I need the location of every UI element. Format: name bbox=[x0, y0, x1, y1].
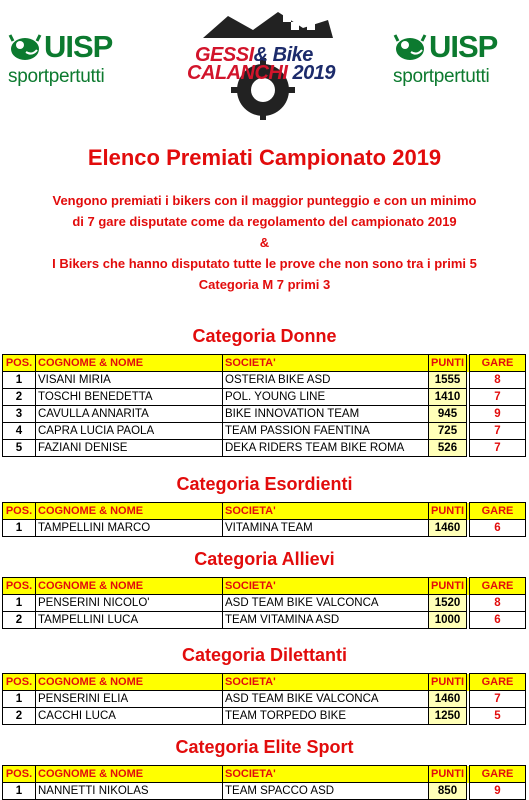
header-team: SOCIETA' bbox=[223, 355, 429, 372]
header-pos: POS. bbox=[3, 503, 36, 520]
row-gare: 7 bbox=[470, 389, 526, 406]
row-team: TEAM PASSION FAENTINA bbox=[223, 423, 429, 440]
row-punti: 1410 bbox=[429, 389, 467, 406]
row-team: POL. YOUNG LINE bbox=[223, 389, 429, 406]
row-pos: 1 bbox=[3, 372, 36, 389]
row-team: OSTERIA BIKE ASD bbox=[223, 372, 429, 389]
header-punti: PUNTI bbox=[429, 355, 467, 372]
row-punti: 1250 bbox=[429, 708, 467, 725]
header-name: COGNOME & NOME bbox=[36, 674, 223, 691]
results-table bbox=[2, 765, 526, 800]
header-gare: GARE bbox=[470, 578, 526, 595]
header-pos: POS. bbox=[3, 355, 36, 372]
page-title: Elenco Premiati Campionato 2019 bbox=[87, 145, 442, 170]
intro-text bbox=[0, 190, 529, 295]
row-punti: 850 bbox=[429, 783, 467, 800]
row-name: PENSERINI ELIA bbox=[36, 691, 223, 708]
header-team: SOCIETA' bbox=[223, 674, 429, 691]
row-team: TEAM SPACCO ASD bbox=[223, 783, 429, 800]
table-header-row bbox=[3, 503, 526, 520]
gessi-calanchi-logo bbox=[183, 8, 343, 120]
row-name: CAVULLA ANNARITA bbox=[36, 406, 223, 423]
row-gare: 9 bbox=[470, 783, 526, 800]
header-name: COGNOME & NOME bbox=[36, 355, 223, 372]
header-team: SOCIETA' bbox=[223, 578, 429, 595]
row-punti: 1520 bbox=[429, 595, 467, 612]
uisp-logo-left bbox=[8, 30, 138, 92]
row-name: PENSERINI NICOLO' bbox=[36, 595, 223, 612]
row-name: CAPRA LUCIA PAOLA bbox=[36, 423, 223, 440]
header-name: COGNOME & NOME bbox=[36, 578, 223, 595]
header-name: COGNOME & NOME bbox=[36, 766, 223, 783]
row-gare: 7 bbox=[470, 440, 526, 457]
header-team: SOCIETA' bbox=[223, 503, 429, 520]
uisp-logo-right bbox=[393, 30, 523, 92]
row-gare: 7 bbox=[470, 423, 526, 440]
header-punti: PUNTI bbox=[429, 578, 467, 595]
category-title: Categoria Esordienti bbox=[176, 474, 353, 494]
row-gare: 9 bbox=[470, 406, 526, 423]
row-pos: 2 bbox=[3, 708, 36, 725]
table-row bbox=[3, 691, 526, 708]
table-row bbox=[3, 520, 526, 537]
row-gare: 8 bbox=[470, 372, 526, 389]
header-gare: GARE bbox=[470, 766, 526, 783]
row-pos: 1 bbox=[3, 691, 36, 708]
row-team: DEKA RIDERS TEAM BIKE ROMA bbox=[223, 440, 429, 457]
row-pos: 2 bbox=[3, 389, 36, 406]
results-table bbox=[2, 502, 526, 537]
row-name: TOSCHI BENEDETTA bbox=[36, 389, 223, 406]
header-name: COGNOME & NOME bbox=[36, 503, 223, 520]
header-punti: PUNTI bbox=[429, 674, 467, 691]
row-pos: 3 bbox=[3, 406, 36, 423]
results-table bbox=[2, 577, 526, 629]
row-gare: 6 bbox=[470, 612, 526, 629]
header-gare: GARE bbox=[470, 674, 526, 691]
table-row bbox=[3, 389, 526, 406]
table-row bbox=[3, 783, 526, 800]
table-row bbox=[3, 708, 526, 725]
table-row bbox=[3, 595, 526, 612]
table-row bbox=[3, 372, 526, 389]
header-punti: PUNTI bbox=[429, 503, 467, 520]
row-gare: 5 bbox=[470, 708, 526, 725]
row-team: TEAM TORPEDO BIKE bbox=[223, 708, 429, 725]
row-team: ASD TEAM BIKE VALCONCA bbox=[223, 595, 429, 612]
table-header-row bbox=[3, 355, 526, 372]
row-name: FAZIANI DENISE bbox=[36, 440, 223, 457]
row-team: TEAM VITAMINA ASD bbox=[223, 612, 429, 629]
results-table bbox=[2, 354, 526, 457]
header-pos: POS. bbox=[3, 766, 36, 783]
header-pos: POS. bbox=[3, 578, 36, 595]
event-logo-line1: GESSI& Bike bbox=[195, 44, 313, 66]
row-punti: 1000 bbox=[429, 612, 467, 629]
row-pos: 2 bbox=[3, 612, 36, 629]
table-row bbox=[3, 440, 526, 457]
results-table bbox=[2, 673, 526, 725]
row-punti: 945 bbox=[429, 406, 467, 423]
row-gare: 8 bbox=[470, 595, 526, 612]
category-title: Categoria Donne bbox=[192, 326, 337, 346]
row-team: BIKE INNOVATION TEAM bbox=[223, 406, 429, 423]
table-row bbox=[3, 406, 526, 423]
intro-line: I Bikers che hanno disputato tutte le prove che non sono tra i primi 5 bbox=[52, 256, 477, 271]
row-pos: 1 bbox=[3, 783, 36, 800]
row-team: ASD TEAM BIKE VALCONCA bbox=[223, 691, 429, 708]
table-header-row bbox=[3, 578, 526, 595]
row-name: NANNETTI NIKOLAS bbox=[36, 783, 223, 800]
header-punti: PUNTI bbox=[429, 766, 467, 783]
row-pos: 1 bbox=[3, 595, 36, 612]
intro-line: Categoria M 7 primi 3 bbox=[198, 277, 331, 292]
row-gare: 6 bbox=[470, 520, 526, 537]
row-pos: 1 bbox=[3, 520, 36, 537]
row-punti: 526 bbox=[429, 440, 467, 457]
table-row bbox=[3, 612, 526, 629]
uisp-tagline: sportpertutti bbox=[393, 66, 490, 87]
category-title: Categoria Dilettanti bbox=[181, 645, 348, 665]
table-row bbox=[3, 423, 526, 440]
row-punti: 1555 bbox=[429, 372, 467, 389]
header-gare: GARE bbox=[470, 355, 526, 372]
intro-line: Vengono premiati i bikers con il maggior punteggio e con un minimo bbox=[52, 193, 477, 208]
row-gare: 7 bbox=[470, 691, 526, 708]
row-name: CACCHI LUCA bbox=[36, 708, 223, 725]
category-title: Categoria Elite Sport bbox=[175, 737, 354, 757]
row-team: VITAMINA TEAM bbox=[223, 520, 429, 537]
event-logo-line2: CALANCHI 2019 bbox=[187, 62, 335, 84]
row-punti: 1460 bbox=[429, 691, 467, 708]
row-name: TAMPELLINI LUCA bbox=[36, 612, 223, 629]
uisp-wordmark: UISP bbox=[44, 29, 113, 64]
table-header-row bbox=[3, 766, 526, 783]
uisp-emblem-icon bbox=[393, 32, 427, 62]
uisp-emblem-icon bbox=[8, 32, 42, 62]
table-header-row bbox=[3, 674, 526, 691]
row-pos: 4 bbox=[3, 423, 36, 440]
header-pos: POS. bbox=[3, 674, 36, 691]
intro-line: & bbox=[259, 235, 270, 250]
row-name: VISANI MIRIA bbox=[36, 372, 223, 389]
uisp-wordmark: UISP bbox=[429, 29, 498, 64]
header-team: SOCIETA' bbox=[223, 766, 429, 783]
uisp-tagline: sportpertutti bbox=[8, 66, 105, 87]
category-title: Categoria Allievi bbox=[194, 549, 335, 569]
header-gare: GARE bbox=[470, 503, 526, 520]
intro-line: di 7 gare disputate come da regolamento del campionato 2019 bbox=[72, 214, 457, 229]
row-punti: 725 bbox=[429, 423, 467, 440]
row-name: TAMPELLINI MARCO bbox=[36, 520, 223, 537]
row-pos: 5 bbox=[3, 440, 36, 457]
row-punti: 1460 bbox=[429, 520, 467, 537]
